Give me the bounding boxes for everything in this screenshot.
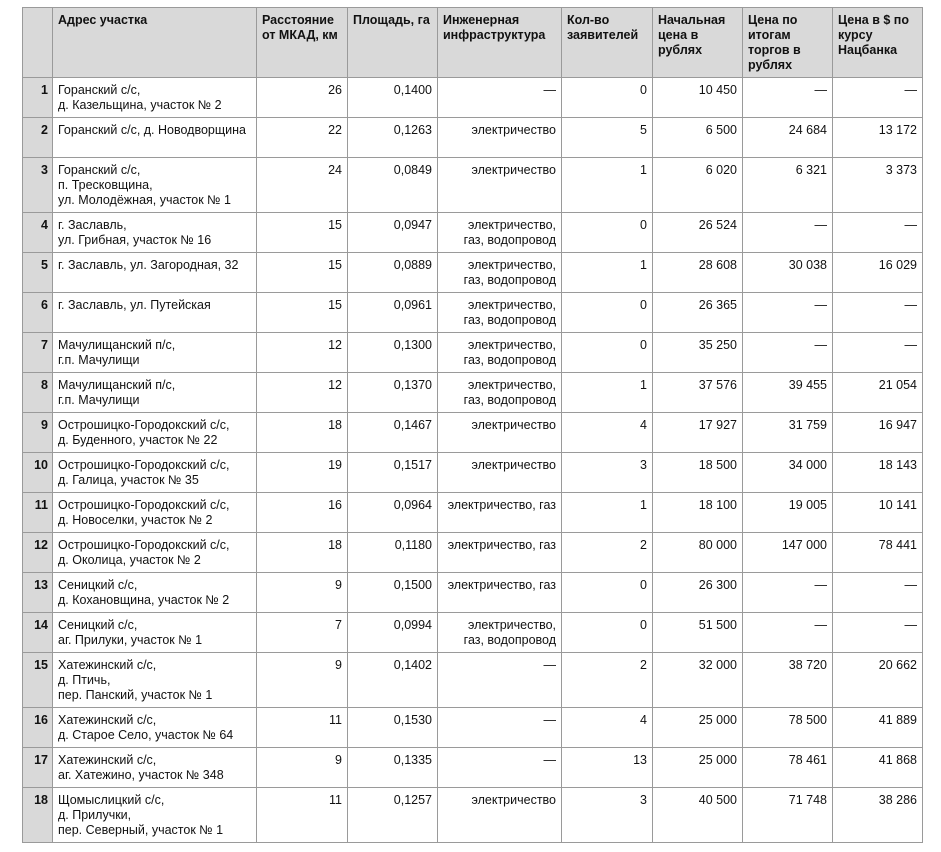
- row-address: Острошицко-Городокский с/с, д. Околица, участок № 2: [53, 533, 257, 573]
- row-infrastructure: —: [438, 78, 562, 118]
- row-usd-price: 78 441: [833, 533, 923, 573]
- row-number: 5: [23, 253, 53, 293]
- row-final-price: 30 038: [743, 253, 833, 293]
- row-applicants: 0: [562, 573, 653, 613]
- row-start-price: 6 500: [653, 118, 743, 158]
- row-start-price: 26 365: [653, 293, 743, 333]
- row-start-price: 18 500: [653, 453, 743, 493]
- row-start-price: 37 576: [653, 373, 743, 413]
- header-num: [23, 8, 53, 78]
- row-number: 17: [23, 748, 53, 788]
- row-address: г. Заславль, ул. Грибная, участок № 16: [53, 213, 257, 253]
- table-row: [23, 533, 923, 573]
- row-applicants: 2: [562, 653, 653, 708]
- row-area: 0,1402: [348, 653, 438, 708]
- row-number: 7: [23, 333, 53, 373]
- row-distance: 18: [257, 413, 348, 453]
- row-area: 0,1370: [348, 373, 438, 413]
- row-infrastructure: электричество, газ, водопровод: [438, 373, 562, 413]
- row-infrastructure: электричество, газ, водопровод: [438, 333, 562, 373]
- row-infrastructure: электричество: [438, 413, 562, 453]
- row-address: Острошицко-Городокский с/с, д. Галица, участок № 35: [53, 453, 257, 493]
- table-row: [23, 158, 923, 213]
- row-address: Сеницкий с/с, д. Кохановщина, участок № 2: [53, 573, 257, 613]
- row-final-price: —: [743, 293, 833, 333]
- row-start-price: 51 500: [653, 613, 743, 653]
- row-start-price: 40 500: [653, 788, 743, 843]
- row-applicants: 1: [562, 253, 653, 293]
- row-distance: 16: [257, 493, 348, 533]
- row-distance: 11: [257, 708, 348, 748]
- row-address: Острошицко-Городокский с/с, д. Буденного, участок № 22: [53, 413, 257, 453]
- row-usd-price: —: [833, 78, 923, 118]
- row-usd-price: 16 029: [833, 253, 923, 293]
- row-address: Горанский с/с, п. Тресковщина, ул. Молодёжная, участок № 1: [53, 158, 257, 213]
- row-applicants: 13: [562, 748, 653, 788]
- row-usd-price: 16 947: [833, 413, 923, 453]
- row-number: 14: [23, 613, 53, 653]
- row-area: 0,1517: [348, 453, 438, 493]
- row-infrastructure: электричество, газ, водопровод: [438, 613, 562, 653]
- header-usd-price: Цена в $ по курсу Нацбанка: [833, 8, 923, 78]
- table-row: [23, 333, 923, 373]
- row-area: 0,1467: [348, 413, 438, 453]
- row-final-price: —: [743, 78, 833, 118]
- row-usd-price: 3 373: [833, 158, 923, 213]
- table-row: [23, 118, 923, 158]
- row-number: 1: [23, 78, 53, 118]
- row-usd-price: 20 662: [833, 653, 923, 708]
- row-number: 16: [23, 708, 53, 748]
- table-row: [23, 653, 923, 708]
- row-number: 3: [23, 158, 53, 213]
- row-usd-price: 41 868: [833, 748, 923, 788]
- row-distance: 24: [257, 158, 348, 213]
- row-infrastructure: электричество, газ: [438, 533, 562, 573]
- row-number: 6: [23, 293, 53, 333]
- row-applicants: 1: [562, 373, 653, 413]
- table-row: [23, 573, 923, 613]
- row-area: 0,0994: [348, 613, 438, 653]
- row-area: 0,1180: [348, 533, 438, 573]
- row-address: Хатежинский с/с, д. Старое Село, участок № 64: [53, 708, 257, 748]
- table-row: [23, 748, 923, 788]
- row-number: 18: [23, 788, 53, 843]
- table-row: [23, 413, 923, 453]
- row-number: 4: [23, 213, 53, 253]
- row-applicants: 0: [562, 78, 653, 118]
- table-row: [23, 253, 923, 293]
- row-infrastructure: электричество, газ, водопровод: [438, 253, 562, 293]
- row-distance: 19: [257, 453, 348, 493]
- row-usd-price: 13 172: [833, 118, 923, 158]
- row-distance: 15: [257, 253, 348, 293]
- table-row: [23, 453, 923, 493]
- header-area: Площадь, га: [348, 8, 438, 78]
- row-area: 0,1263: [348, 118, 438, 158]
- row-area: 0,0849: [348, 158, 438, 213]
- row-final-price: 38 720: [743, 653, 833, 708]
- row-area: 0,1400: [348, 78, 438, 118]
- row-infrastructure: —: [438, 708, 562, 748]
- row-start-price: 26 524: [653, 213, 743, 253]
- row-number: 10: [23, 453, 53, 493]
- row-applicants: 0: [562, 333, 653, 373]
- row-applicants: 0: [562, 613, 653, 653]
- row-distance: 9: [257, 653, 348, 708]
- row-address: Горанский с/с, д. Казельщина, участок № 2: [53, 78, 257, 118]
- row-start-price: 18 100: [653, 493, 743, 533]
- row-address: Мачулищанский п/с, г.п. Мачулищи: [53, 373, 257, 413]
- table-row: [23, 788, 923, 843]
- row-distance: 26: [257, 78, 348, 118]
- row-infrastructure: —: [438, 748, 562, 788]
- row-final-price: 39 455: [743, 373, 833, 413]
- row-final-price: 147 000: [743, 533, 833, 573]
- row-usd-price: —: [833, 213, 923, 253]
- table-row: [23, 708, 923, 748]
- land-plots-table: [22, 7, 923, 843]
- row-number: 8: [23, 373, 53, 413]
- row-infrastructure: электричество: [438, 118, 562, 158]
- row-applicants: 1: [562, 493, 653, 533]
- row-address: г. Заславль, ул. Загородная, 32: [53, 253, 257, 293]
- row-usd-price: 41 889: [833, 708, 923, 748]
- row-area: 0,1300: [348, 333, 438, 373]
- row-distance: 12: [257, 373, 348, 413]
- row-infrastructure: электричество: [438, 158, 562, 213]
- row-applicants: 3: [562, 788, 653, 843]
- row-applicants: 1: [562, 158, 653, 213]
- row-usd-price: 21 054: [833, 373, 923, 413]
- row-applicants: 2: [562, 533, 653, 573]
- header-address: Адрес участка: [53, 8, 257, 78]
- table-row: [23, 293, 923, 333]
- row-distance: 22: [257, 118, 348, 158]
- row-number: 2: [23, 118, 53, 158]
- header-infrastructure: Инженерная инфраструктура: [438, 8, 562, 78]
- row-start-price: 25 000: [653, 708, 743, 748]
- row-infrastructure: электричество: [438, 453, 562, 493]
- row-applicants: 4: [562, 413, 653, 453]
- row-final-price: 71 748: [743, 788, 833, 843]
- row-infrastructure: электричество, газ: [438, 493, 562, 533]
- row-area: 0,1500: [348, 573, 438, 613]
- row-usd-price: 38 286: [833, 788, 923, 843]
- header-row: [23, 8, 923, 78]
- row-start-price: 28 608: [653, 253, 743, 293]
- row-start-price: 80 000: [653, 533, 743, 573]
- row-address: Сеницкий с/с, аг. Прилуки, участок № 1: [53, 613, 257, 653]
- row-infrastructure: электричество, газ, водопровод: [438, 293, 562, 333]
- row-area: 0,0964: [348, 493, 438, 533]
- table-row: [23, 213, 923, 253]
- row-final-price: —: [743, 613, 833, 653]
- row-start-price: 35 250: [653, 333, 743, 373]
- row-infrastructure: электричество, газ, водопровод: [438, 213, 562, 253]
- row-number: 15: [23, 653, 53, 708]
- row-distance: 11: [257, 788, 348, 843]
- table-row: [23, 78, 923, 118]
- row-area: 0,1335: [348, 748, 438, 788]
- row-usd-price: —: [833, 613, 923, 653]
- row-area: 0,0961: [348, 293, 438, 333]
- row-area: 0,0889: [348, 253, 438, 293]
- row-address: Щомыслицкий с/с, д. Прилучки, пер. Северный, участок № 1: [53, 788, 257, 843]
- table-body: [23, 78, 923, 843]
- row-final-price: 31 759: [743, 413, 833, 453]
- row-distance: 7: [257, 613, 348, 653]
- row-applicants: 3: [562, 453, 653, 493]
- row-final-price: 19 005: [743, 493, 833, 533]
- table-row: [23, 613, 923, 653]
- header-applicants: Кол-во заявителей: [562, 8, 653, 78]
- row-usd-price: —: [833, 293, 923, 333]
- row-final-price: 6 321: [743, 158, 833, 213]
- row-area: 0,0947: [348, 213, 438, 253]
- row-applicants: 0: [562, 213, 653, 253]
- row-distance: 15: [257, 293, 348, 333]
- row-usd-price: 18 143: [833, 453, 923, 493]
- row-final-price: —: [743, 333, 833, 373]
- row-start-price: 10 450: [653, 78, 743, 118]
- row-number: 9: [23, 413, 53, 453]
- row-address: Горанский с/с, д. Новодворщина: [53, 118, 257, 158]
- row-final-price: 34 000: [743, 453, 833, 493]
- row-infrastructure: —: [438, 653, 562, 708]
- row-number: 11: [23, 493, 53, 533]
- row-address: Мачулищанский п/с, г.п. Мачулищи: [53, 333, 257, 373]
- row-area: 0,1530: [348, 708, 438, 748]
- row-start-price: 25 000: [653, 748, 743, 788]
- row-final-price: 24 684: [743, 118, 833, 158]
- row-final-price: —: [743, 573, 833, 613]
- row-final-price: —: [743, 213, 833, 253]
- row-infrastructure: электричество: [438, 788, 562, 843]
- row-usd-price: 10 141: [833, 493, 923, 533]
- row-final-price: 78 500: [743, 708, 833, 748]
- row-infrastructure: электричество, газ: [438, 573, 562, 613]
- header-start-price: Начальная цена в рублях: [653, 8, 743, 78]
- row-usd-price: —: [833, 573, 923, 613]
- row-distance: 9: [257, 573, 348, 613]
- table-row: [23, 373, 923, 413]
- row-distance: 15: [257, 213, 348, 253]
- row-number: 13: [23, 573, 53, 613]
- row-applicants: 4: [562, 708, 653, 748]
- row-start-price: 26 300: [653, 573, 743, 613]
- row-start-price: 17 927: [653, 413, 743, 453]
- row-address: г. Заславль, ул. Путейская: [53, 293, 257, 333]
- row-final-price: 78 461: [743, 748, 833, 788]
- row-applicants: 5: [562, 118, 653, 158]
- row-distance: 12: [257, 333, 348, 373]
- row-address: Хатежинский с/с, д. Птичь, пер. Панский, участок № 1: [53, 653, 257, 708]
- row-number: 12: [23, 533, 53, 573]
- row-distance: 18: [257, 533, 348, 573]
- row-start-price: 32 000: [653, 653, 743, 708]
- row-address: Хатежинский с/с, аг. Хатежино, участок № 348: [53, 748, 257, 788]
- header-final-price: Цена по итогам торгов в рублях: [743, 8, 833, 78]
- row-start-price: 6 020: [653, 158, 743, 213]
- row-area: 0,1257: [348, 788, 438, 843]
- row-usd-price: —: [833, 333, 923, 373]
- header-distance: Расстояние от МКАД, км: [257, 8, 348, 78]
- table-row: [23, 493, 923, 533]
- row-applicants: 0: [562, 293, 653, 333]
- row-distance: 9: [257, 748, 348, 788]
- row-address: Острошицко-Городокский с/с, д. Новоселки, участок № 2: [53, 493, 257, 533]
